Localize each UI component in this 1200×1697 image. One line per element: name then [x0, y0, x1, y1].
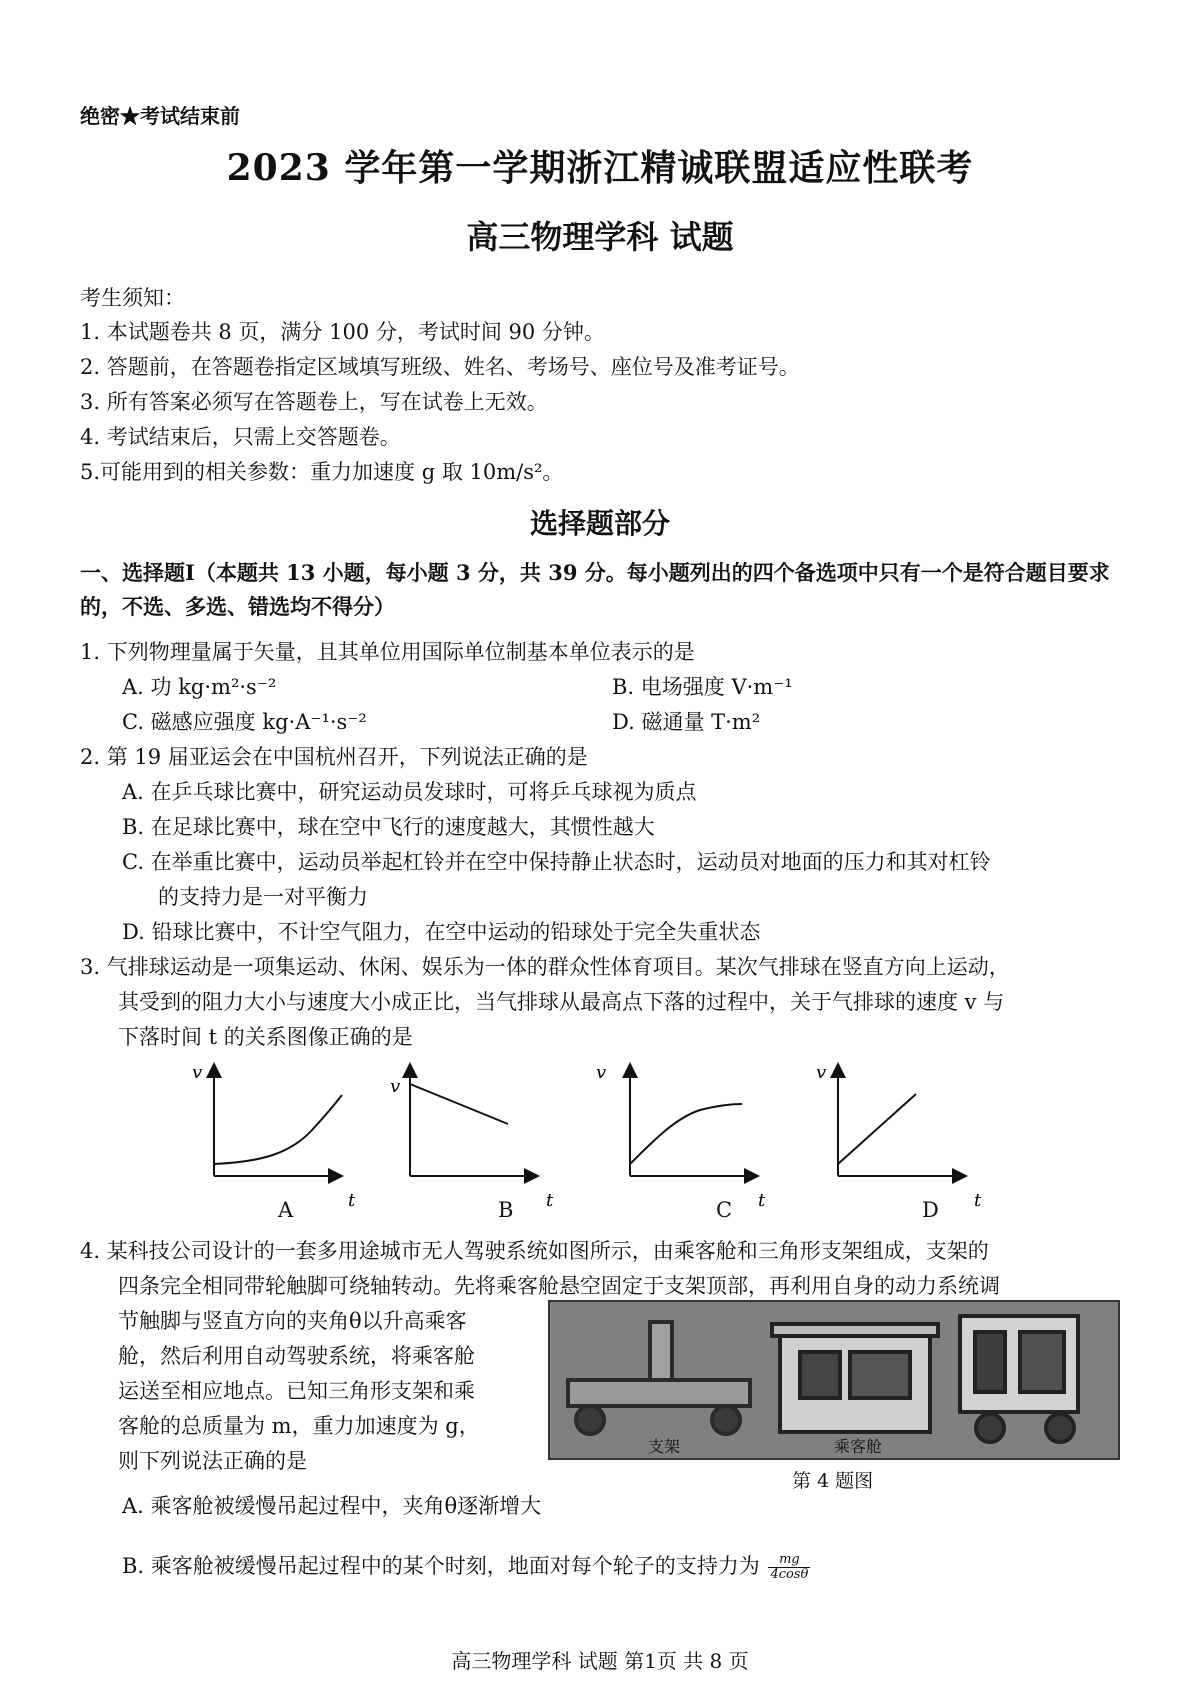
notice-item: 5.可能用到的相关参数：重力加速度 g 取 10m/s²。	[80, 460, 564, 484]
graph-d-label: D	[922, 1198, 939, 1222]
graph-b-ylabel: v	[390, 1076, 401, 1097]
graph-a	[192, 1062, 356, 1211]
graph-a-label: A	[278, 1198, 294, 1222]
part-heading: 一、选择题I（本题共 13 小题，每小题 3 分，共 39 分。每小题列出的四个备选项中只有一个是符合题目要求的，不选、多选、错选均不得分）	[80, 560, 1110, 619]
question-3-line: 其受到的阻力大小与速度大小成正比，当气排球从最高点下落的过程中，关于气排球的速度 v 与	[118, 990, 1005, 1014]
q1-option-b: B. 电场强度 V·m⁻¹	[612, 675, 793, 699]
q4-option-a: A. 乘客舱被缓慢吊起过程中，夹角θ逐渐增大	[122, 1494, 542, 1518]
question-3-line: 3. 气排球运动是一项集运动、休闲、娱乐为一体的群众性体育项目。某次气排球在竖直方向上运动，	[80, 955, 1010, 979]
graph-c-ylabel: v	[596, 1062, 607, 1083]
question-4-line: 运送至相应地点。已知三角形支架和乘	[118, 1379, 475, 1403]
q2-option-d: D. 铅球比赛中，不计空气阻力，在空中运动的铅球处于完全失重状态	[122, 920, 761, 944]
q1-option-a: A. 功 kg·m²·s⁻²	[122, 675, 277, 699]
q1-option-c: C. 磁感应强度 kg·A⁻¹·s⁻²	[122, 710, 367, 734]
graph-c-xlabel: t	[758, 1190, 766, 1211]
notice-item: 1. 本试题卷共 8 页，满分 100 分，考试时间 90 分钟。	[80, 320, 605, 344]
section-title: 选择题部分	[529, 507, 670, 540]
q4-option-b-text: B. 乘客舱被缓慢吊起过程中的某个时刻，地面对每个轮子的支持力为	[122, 1554, 760, 1578]
question-4-line: 客舱的总质量为 m，重力加速度为 g，	[118, 1414, 480, 1438]
question-4-line: 节触脚与竖直方向的夹角θ以升高乘客	[118, 1309, 467, 1333]
graph-d-ylabel: v	[816, 1062, 827, 1083]
fraction-denominator: 4cosθ	[770, 1567, 809, 1582]
vehicle-illustration	[550, 1302, 1118, 1458]
graph-c-curve	[630, 1104, 742, 1164]
graph-a-curve	[214, 1095, 342, 1164]
exam-title: 2023 学年第一学期浙江精诚联盟适应性联考	[226, 147, 974, 189]
question-1-stem: 1. 下列物理量属于矢量，且其单位用国际单位制基本单位表示的是	[80, 640, 695, 664]
q2-option-c: C. 在举重比赛中，运动员举起杠铃并在空中保持静止状态时，运动员对地面的压力和其对杠铃	[122, 850, 991, 874]
q4-option-b	[122, 1550, 810, 1582]
graph-d-xlabel: t	[974, 1190, 982, 1211]
question-4-line: 舱，然后利用自动驾驶系统，将乘客舱	[118, 1344, 475, 1368]
exam-subtitle: 高三物理学科 试题	[466, 218, 734, 256]
notice-item: 3. 所有答案必须写在答题卷上，写在试卷上无效。	[80, 390, 548, 414]
graph-b-line	[410, 1084, 508, 1124]
q2-option-a: A. 在乒乓球比赛中，研究运动员发球时，可将乒乓球视为质点	[122, 780, 697, 804]
graph-a-xlabel: t	[348, 1190, 356, 1211]
photo-frame-label: 支架	[648, 1437, 681, 1456]
graph-b-label: B	[498, 1198, 514, 1222]
q3-graphs	[180, 1058, 1080, 1218]
graph-d	[816, 1062, 982, 1211]
graph-d-line	[838, 1094, 916, 1164]
question-3-line: 下落时间 t 的关系图像正确的是	[118, 1025, 413, 1049]
question-4-line: 则下列说法正确的是	[118, 1449, 307, 1473]
confidential-mark: 绝密★考试结束前	[80, 104, 240, 128]
photo-cabin-label: 乘客舱	[834, 1437, 883, 1456]
fraction-numerator: mg	[768, 1553, 810, 1568]
graph-c	[596, 1062, 766, 1211]
notice-item: 4. 考试结束后，只需上交答题卷。	[80, 425, 401, 449]
q2-option-b: B. 在足球比赛中，球在空中飞行的速度越大，其惯性越大	[122, 815, 655, 839]
notice-heading: 考生须知：	[80, 286, 185, 310]
fraction	[768, 1553, 810, 1582]
graph-b	[390, 1066, 554, 1211]
question-4-line: 4. 某科技公司设计的一套多用途城市无人驾驶系统如图所示，由乘客舱和三角形支架组成，支架的	[80, 1239, 989, 1263]
figure-4-caption: 第 4 题图	[792, 1470, 874, 1492]
page-footer: 高三物理学科 试题 第1页 共 8 页	[451, 1649, 749, 1673]
question-2-stem: 2. 第 19 届亚运会在中国杭州召开，下列说法正确的是	[80, 745, 588, 769]
q1-option-d: D. 磁通量 T·m²	[612, 710, 761, 734]
figure-4-photo	[548, 1300, 1120, 1460]
graph-b-xlabel: t	[546, 1190, 554, 1211]
notice-item: 2. 答题前，在答题卷指定区域填写班级、姓名、考场号、座位号及准考证号。	[80, 355, 800, 379]
graph-c-label: C	[716, 1198, 733, 1222]
graph-a-ylabel: v	[192, 1062, 203, 1083]
question-4-line: 四条完全相同带轮触脚可绕轴转动。先将乘客舱悬空固定于支架顶部，再利用自身的动力系统调	[118, 1274, 1000, 1298]
q2-option-c-cont: 的支持力是一对平衡力	[158, 885, 368, 909]
